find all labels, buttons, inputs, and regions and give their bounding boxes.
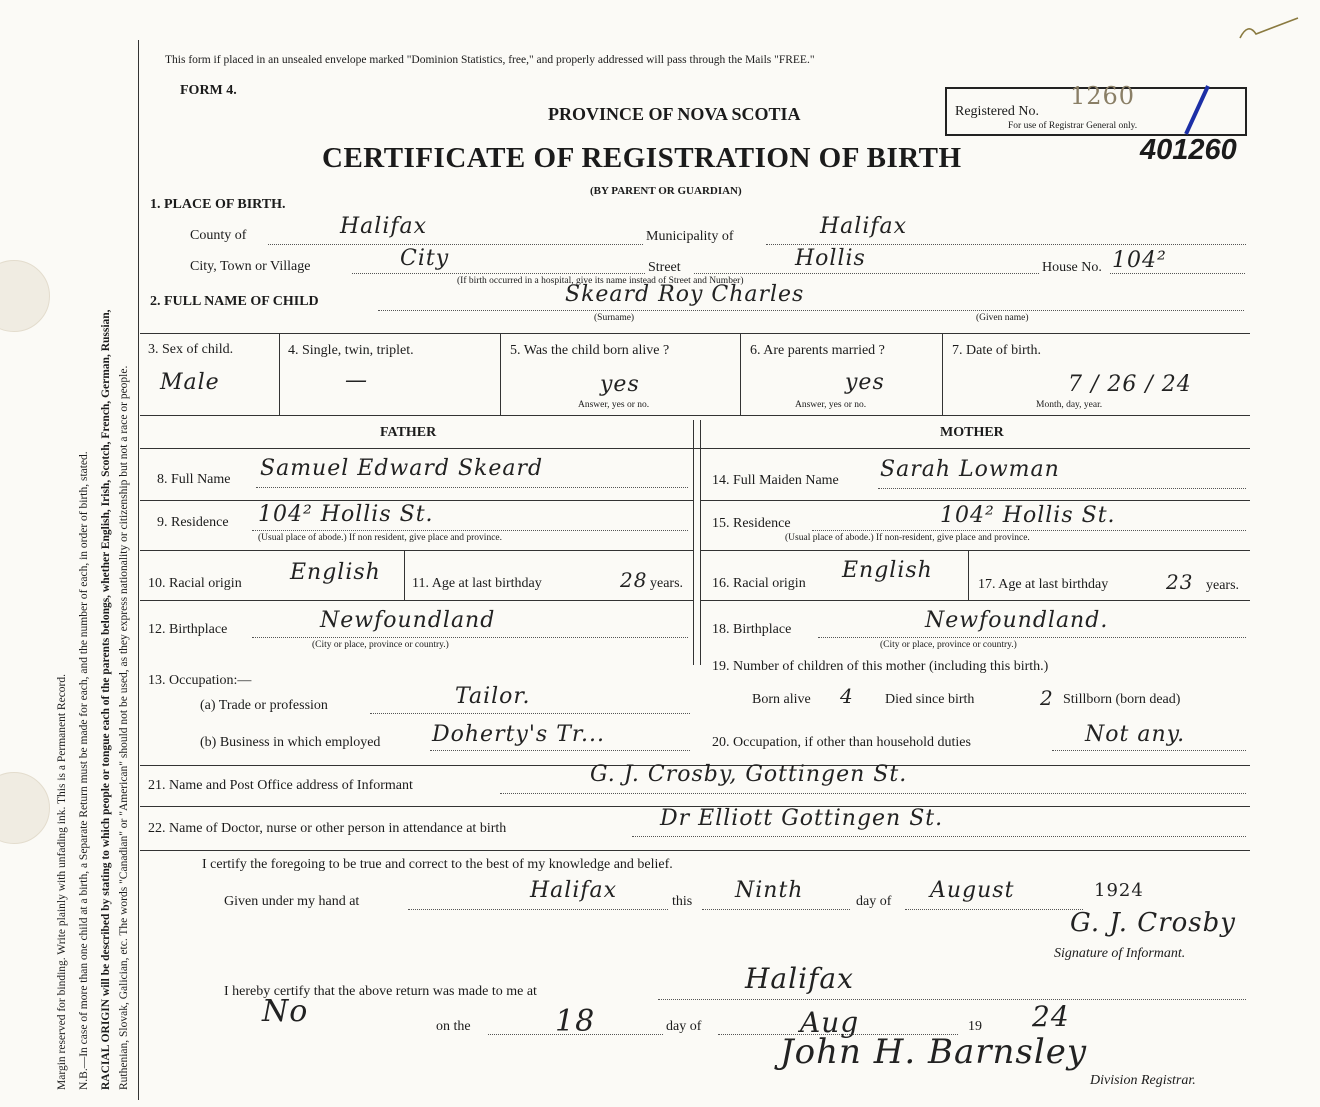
binding-hole-bottom	[0, 772, 50, 844]
mother-children-label: 19. Number of children of this mother (including this birth.)	[712, 659, 1049, 674]
given-name-note: (Given name)	[976, 313, 1029, 323]
registrar-signature-label: Division Registrar.	[1090, 1073, 1196, 1088]
registrar-day-of-label: day of	[666, 1019, 702, 1034]
registrar-on-the-label: on the	[436, 1019, 471, 1034]
father-birthplace-value: Newfoundland	[320, 608, 496, 633]
sex-label: 3. Sex of child.	[148, 342, 234, 357]
big-registration-number: 401260	[1140, 134, 1237, 166]
father-birthplace-label: 12. Birthplace	[148, 622, 228, 637]
informant-signature: G. J. Crosby	[1070, 908, 1236, 938]
date-of-birth-note: Month, day, year.	[1036, 400, 1103, 410]
side-note-multiple-births: N.B.—In case of more than one child at a birth, a Separate Return must be made for each, and the number of each, in order of birth, stated.	[78, 451, 90, 1090]
informant-signature-label: Signature of Informant.	[1054, 946, 1186, 961]
doctor-value: Dr Elliott Gottingen St.	[660, 806, 944, 831]
parents-divider-left	[693, 420, 694, 665]
certificate-title: CERTIFICATE OF REGISTRATION OF BIRTH	[322, 142, 962, 174]
given-day-of-label: day of	[856, 894, 892, 909]
father-name-label: 8. Full Name	[157, 472, 231, 487]
mother-birthplace-value: Newfoundland.	[925, 608, 1109, 633]
mother-birthplace-note: (City or place, province or country.)	[880, 640, 1017, 650]
died-since-birth-value: 2	[1040, 686, 1054, 710]
given-month-value: August	[930, 878, 1015, 903]
registered-number-label: Registered No.	[955, 104, 1039, 119]
house-number-value: 104²	[1112, 248, 1167, 273]
informant-label: 21. Name and Post Office address of Informant	[148, 778, 413, 793]
mother-age-label: 17. Age at last birthday	[978, 577, 1109, 592]
mother-residence-value: 104² Hollis St.	[940, 503, 1116, 528]
date-of-birth-label: 7. Date of birth.	[952, 343, 1042, 358]
house-number-label: House No.	[1042, 260, 1102, 275]
born-alive-note: Answer, yes or no.	[578, 400, 650, 410]
mother-occupation-label: 20. Occupation, if other than household duties	[712, 735, 971, 750]
father-residence-note: (Usual place of abode.) If non resident, give place and province.	[258, 533, 502, 543]
born-alive-count-label: Born alive	[752, 692, 811, 707]
registrar-month-value: Aug	[800, 1006, 860, 1039]
registrar-certify-text: I hereby certify that the above return was made to me at	[224, 984, 537, 999]
registered-number-note: For use of Registrar General only.	[1008, 121, 1138, 131]
registrar-signature: John H. Barnsley	[780, 1032, 1088, 1072]
father-business-value: Doherty's Tr...	[432, 722, 605, 747]
side-note-racial-words: Ruthenian, Slovak, Galician, etc. The words "Canadian" or "American" should not be used, as they express nationality or citizenship but not a race or people.	[118, 365, 130, 1090]
binding-rule	[138, 40, 139, 1100]
child-name-label: 2. FULL NAME OF CHILD	[150, 294, 319, 309]
mother-name-value: Sarah Lowman	[880, 457, 1060, 482]
father-residence-label: 9. Residence	[157, 515, 229, 530]
parents-married-value: yes	[845, 370, 885, 395]
sex-value: Male	[160, 370, 220, 395]
mother-occupation-value: Not any.	[1085, 722, 1186, 747]
place-of-birth-label: 1. PLACE OF BIRTH.	[150, 197, 286, 212]
mother-heading: MOTHER	[940, 425, 1004, 440]
given-this-label: this	[672, 894, 693, 909]
hospital-note: (If birth occurred in a hospital, give its name instead of Street and Number)	[457, 276, 744, 286]
certificate-subtitle: (BY PARENT OR GUARDIAN)	[590, 185, 742, 197]
mother-race-label: 16. Racial origin	[712, 576, 806, 591]
father-race-value: English	[290, 560, 381, 585]
parents-married-note: Answer, yes or no.	[795, 400, 867, 410]
city-value: City	[400, 246, 450, 271]
city-label: City, Town or Village	[190, 259, 311, 274]
mother-residence-note: (Usual place of abode.) If non-resident, give place and province.	[785, 533, 1030, 543]
side-note-binding: Margin reserved for binding. Write plainly with unfading ink. This is a Permanent Record.	[56, 673, 68, 1090]
father-heading: FATHER	[380, 425, 437, 440]
father-name-value: Samuel Edward Skeard	[260, 456, 544, 481]
mother-birthplace-label: 18. Birthplace	[712, 622, 792, 637]
registered-number-value: 1260	[1070, 82, 1136, 110]
registrar-no-mark: No	[262, 994, 309, 1029]
street-label: Street	[648, 260, 681, 275]
registrar-year-prefix: 19	[968, 1019, 982, 1034]
parents-married-label: 6. Are parents married ?	[750, 343, 885, 358]
born-alive-value: yes	[600, 372, 640, 397]
father-occupation-label: 13. Occupation:—	[148, 673, 252, 688]
province-heading: PROVINCE OF NOVA SCOTIA	[548, 104, 801, 124]
father-age-value: 28	[620, 568, 648, 592]
check-mark-icon	[1178, 82, 1218, 138]
father-birthplace-note: (City or place, province or country.)	[312, 640, 449, 650]
side-note-racial-origin: RACIAL ORIGIN will be described by stating to which people or tongue each of the parents belongs, whether English, Irish, Scotch, French, German, Russian,	[100, 309, 112, 1090]
born-alive-count-value: 4	[840, 684, 854, 708]
born-alive-label: 5. Was the child born alive ?	[510, 343, 670, 358]
father-race-label: 10. Racial origin	[148, 576, 242, 591]
given-year-value: 1924	[1094, 880, 1144, 901]
mother-name-label: 14. Full Maiden Name	[712, 473, 839, 488]
surname-note: (Surname)	[594, 313, 635, 323]
mail-note: This form if placed in an unsealed envelope marked "Dominion Statistics, free," and properly addressed will pass through the Mails "FREE."	[165, 54, 815, 66]
municipality-label: Municipality of	[646, 229, 734, 244]
mother-age-years: years.	[1206, 578, 1240, 593]
plurality-value: —	[345, 368, 368, 393]
row3-top-rule	[140, 333, 1250, 334]
plurality-label: 4. Single, twin, triplet.	[288, 343, 414, 358]
certify-text: I certify the foregoing to be true and correct to the best of my knowledge and belief.	[202, 857, 673, 872]
informant-value: G. J. Crosby, Gottingen St.	[590, 762, 908, 787]
mother-race-value: English	[842, 558, 933, 583]
mother-age-value: 23	[1166, 570, 1194, 594]
father-business-label: (b) Business in which employed	[200, 735, 381, 750]
pencil-tick-icon	[1236, 12, 1306, 46]
father-trade-label: (a) Trade or profession	[200, 698, 328, 713]
form-number: FORM 4.	[180, 83, 237, 98]
binding-hole-top	[0, 260, 50, 332]
given-place-value: Halifax	[530, 878, 618, 903]
father-residence-value: 104² Hollis St.	[258, 502, 434, 527]
parents-heading-rule	[140, 448, 1250, 449]
doctor-label: 22. Name of Doctor, nurse or other person in attendance at birth	[148, 821, 507, 836]
row3-bottom-rule	[140, 415, 1250, 416]
county-value: Halifax	[340, 214, 428, 239]
municipality-value: Halifax	[820, 214, 908, 239]
registrar-day-value: 18	[555, 1004, 596, 1039]
date-of-birth-value: 7 / 26 / 24	[1068, 372, 1192, 397]
mother-residence-label: 15. Residence	[712, 516, 791, 531]
child-name-value: Skeard Roy Charles	[565, 282, 805, 307]
given-under-label: Given under my hand at	[224, 894, 360, 909]
street-value: Hollis	[795, 246, 866, 271]
registrar-year-suffix: 24	[1032, 1000, 1070, 1033]
father-age-label: 11. Age at last birthday	[412, 576, 542, 591]
died-since-birth-label: Died since birth	[885, 692, 975, 707]
parents-divider-right	[700, 420, 701, 665]
registrar-place-value: Halifax	[745, 962, 854, 995]
father-age-years: years.	[650, 576, 684, 591]
given-day-value: Ninth	[735, 878, 804, 903]
stillborn-label: Stillborn (born dead)	[1063, 692, 1181, 707]
father-trade-value: Tailor.	[455, 684, 531, 709]
county-label: County of	[190, 228, 247, 243]
